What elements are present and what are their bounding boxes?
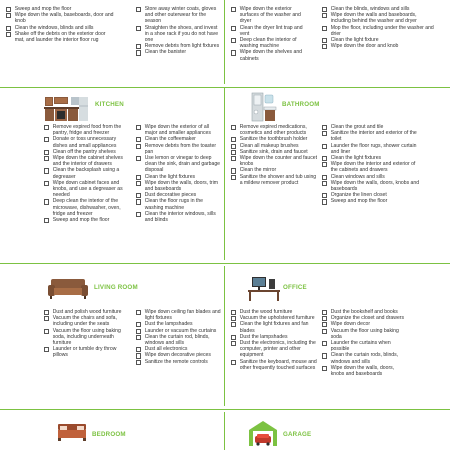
checkbox[interactable] xyxy=(231,360,236,365)
checkbox[interactable] xyxy=(231,150,236,155)
bedroom-garage-divider xyxy=(224,412,225,450)
top-left-item xyxy=(136,49,222,55)
office-item-label: Wipe down the walls, doors, knobs and baseboards xyxy=(330,364,395,378)
bathroom-item-label: Clean all makeup brushes xyxy=(239,142,299,149)
bathroom-item-label: Launder the floor rugs, shower curtain and liner xyxy=(330,142,417,155)
bathroom-item xyxy=(322,161,420,173)
top-right-item-label: Wipe down the shelves and cabinets xyxy=(239,49,302,62)
top-right-item xyxy=(231,49,311,61)
checkbox[interactable] xyxy=(322,38,327,43)
office-item-label: Vacuum the upholstered furniture xyxy=(239,315,315,322)
kitchen-item-label: Clean the coffeemaker xyxy=(144,136,196,143)
top-right-item-label: Wipe down the door and knob xyxy=(330,43,399,50)
top-right-item xyxy=(231,37,311,49)
bathroom-item-label: Clean windows and sills xyxy=(330,173,385,180)
living-room-item xyxy=(44,315,130,327)
checkbox[interactable] xyxy=(136,212,141,217)
top-right-item-label: Clean the blinds, windows and sills xyxy=(330,6,410,12)
checkbox[interactable] xyxy=(44,310,49,315)
checkbox[interactable] xyxy=(136,310,141,315)
checkbox[interactable] xyxy=(231,50,236,55)
kitchen-item-label: Wipe down the exterior of all major and smaller appliances xyxy=(144,124,211,137)
top-left-item xyxy=(136,6,222,25)
kitchen-item xyxy=(136,180,222,192)
checkbox[interactable] xyxy=(136,199,141,204)
checkbox[interactable] xyxy=(136,360,141,365)
checkbox[interactable] xyxy=(322,131,327,136)
checkbox[interactable] xyxy=(322,13,327,18)
top-right-item-label: Clean the dryer lint trap and vent xyxy=(239,24,303,37)
living-section-divider xyxy=(0,409,450,410)
checkbox[interactable] xyxy=(44,329,49,334)
kitchen-item xyxy=(44,136,132,148)
living-room-item-label: Dust and polish wood furniture xyxy=(52,309,122,315)
living-room-item-label: Vacuum the chairs and sofa, including under the seats xyxy=(52,315,117,328)
bathroom-item-label: Sanitize the toothbrush holder xyxy=(239,136,308,143)
bathroom-item-label: Sanitize sink, drain and faucet xyxy=(239,148,308,155)
top-left-item-label: Remove debris from light fixtures xyxy=(144,43,220,50)
living-room-item xyxy=(44,346,130,358)
kitchen-item xyxy=(44,155,132,167)
checkbox[interactable] xyxy=(44,199,49,204)
office-title: OFFICE xyxy=(283,284,307,291)
kitchen-item-label: Deep clean the interior of the microwave, dishwasher, oven, fridge and freezer xyxy=(52,198,121,217)
bedroom-title: BEDROOM xyxy=(92,431,126,438)
checkbox[interactable] xyxy=(231,156,236,161)
top-right-item xyxy=(322,25,434,37)
top-right-item xyxy=(231,6,311,25)
checkbox[interactable] xyxy=(44,168,49,173)
office-item xyxy=(322,328,408,340)
checkbox[interactable] xyxy=(44,347,49,352)
bathroom-item xyxy=(322,143,420,155)
checkbox[interactable] xyxy=(136,175,141,180)
checkbox[interactable] xyxy=(322,175,327,180)
kitchen-item-label: Clean the light fixtures xyxy=(144,173,196,180)
living-room-item-label: Launder or vacuum the curtains xyxy=(144,327,217,334)
kitchen-item xyxy=(136,155,222,174)
living-room-item-label: Wipe down decorative pieces xyxy=(144,352,211,359)
checkbox[interactable] xyxy=(322,26,327,31)
checkbox[interactable] xyxy=(322,193,327,198)
office-item xyxy=(231,359,317,371)
checkbox[interactable] xyxy=(136,181,141,186)
checkbox[interactable] xyxy=(322,316,327,321)
kitchen-item xyxy=(44,217,132,223)
top-right-item-label: Deep clean the interior of washing machine xyxy=(239,37,297,50)
top-section-divider xyxy=(0,87,450,88)
bathroom-col1 xyxy=(231,124,317,186)
office-item-label: Dust the lampshades xyxy=(239,333,288,340)
checkbox[interactable] xyxy=(322,366,327,371)
top-left-item xyxy=(6,31,116,43)
kitchen-item xyxy=(44,167,132,179)
office-item-label: Organize the closet and drawers xyxy=(330,315,405,322)
sofa-icon xyxy=(47,278,89,300)
office-item-label: Sanitize the keyboard, mouse and other frequently touched surfaces xyxy=(239,358,317,371)
checkbox[interactable] xyxy=(231,26,236,31)
bathroom-item xyxy=(322,198,420,204)
top-left-item-label: Straighten the shoes, and invest in a shoe rack if you do not have one xyxy=(144,24,219,44)
living-room-item-label: Wipe down ceiling fan blades and light fixtures xyxy=(144,309,221,322)
checkbox[interactable] xyxy=(136,322,141,327)
office-item-label: Dust the wood furniture xyxy=(239,309,293,315)
bathroom-item-label: Clean the light fixtures xyxy=(330,155,382,162)
office-item-label: Clean the curtain rods, blinds, windows and sills xyxy=(330,352,399,365)
office-item-label: Dust the bookshelf and books xyxy=(330,309,398,315)
office-item xyxy=(231,321,317,333)
office-col1 xyxy=(231,309,317,371)
checkbox[interactable] xyxy=(231,38,236,43)
kitchen-item-label: Wipe down the cabinet shelves and the interior of drawers xyxy=(52,155,123,168)
checkbox[interactable] xyxy=(231,144,236,149)
top-left-item-label: Wipe down the walls, baseboards, door and knob xyxy=(14,12,114,25)
checkbox[interactable] xyxy=(231,310,236,315)
kitchen-item-label: Clean the backsplash using a degreaser xyxy=(52,167,120,180)
bathroom-item xyxy=(231,155,317,167)
bathroom-item-label: Organize the linen closet xyxy=(330,192,387,199)
kitchen-icon xyxy=(44,95,89,122)
checkbox[interactable] xyxy=(231,125,236,130)
bathroom-item-label: Sweep and mop the floor xyxy=(330,198,388,205)
kitchen-item-label: Wipe down cabinet faces and knobs, and use a degreaser as needed xyxy=(52,179,123,199)
living-office-divider xyxy=(224,266,225,406)
checkbox[interactable] xyxy=(322,341,327,346)
kitchen-col1 xyxy=(44,124,132,223)
living-room-item-label: Sanitize the remote controls xyxy=(144,358,208,365)
bathroom-item-label: Wipe down the counter and faucet knobs xyxy=(239,155,317,168)
top-right-item-label: Clean the light fixture xyxy=(330,37,379,44)
kitchen-item-label: Remove expired food from the pantry, fridge and freezer xyxy=(52,124,122,137)
checkbox[interactable] xyxy=(322,7,327,12)
top-left-item-label: Sweep and mop the floor xyxy=(14,6,72,12)
top-right-item-label: Mop the floor, including under the washer and drier xyxy=(330,24,434,37)
checkbox[interactable] xyxy=(44,137,49,142)
kitchen-section-divider xyxy=(0,263,450,264)
checkbox[interactable] xyxy=(136,353,141,358)
checkbox[interactable] xyxy=(136,44,141,49)
office-item xyxy=(322,365,408,377)
top-left-item xyxy=(136,25,222,44)
top-right-item-label: Wipe down the walls and baseboards, including behind the washer and dryer xyxy=(330,12,417,25)
living-room-item-label: Dust the lampshades xyxy=(144,321,193,328)
bathroom-item xyxy=(322,180,420,192)
top-left-item-label: Clean the windows, blinds and sills xyxy=(14,24,94,31)
checkbox[interactable] xyxy=(322,353,327,358)
checkbox[interactable] xyxy=(231,341,236,346)
living-room-item xyxy=(136,334,222,346)
bathroom-item-label: Sanitize the interior and exterior of the toilet xyxy=(330,130,417,143)
checkbox[interactable] xyxy=(231,175,236,180)
checkbox[interactable] xyxy=(6,32,11,37)
kitchen-item-label: Sweep and mop the floor xyxy=(52,217,110,224)
bathroom-title: BATHROOM xyxy=(282,101,320,108)
kitchen-item xyxy=(136,124,222,136)
kitchen-item-label: Clean the interior windows, sills and blinds xyxy=(144,210,216,224)
checkbox[interactable] xyxy=(136,193,141,198)
top-left-col1 xyxy=(6,6,116,43)
checkbox[interactable] xyxy=(44,316,49,321)
office-item-label: Clean the light fixtures and fan blades xyxy=(239,321,309,334)
kitchen-item xyxy=(44,180,132,199)
bathroom-item xyxy=(231,174,317,186)
top-right-item xyxy=(322,43,434,49)
office-item-label: Dust the electronics, including the computer, printer and other equipment xyxy=(239,340,316,359)
checkbox[interactable] xyxy=(6,26,11,31)
desk-icon xyxy=(248,274,280,302)
checkbox[interactable] xyxy=(136,347,141,352)
top-left-item-label: Shake off the debris on the exterior door mat, and launder the interior floor rug xyxy=(14,30,106,44)
checkbox[interactable] xyxy=(136,156,141,161)
bathroom-item-label: Clean the grout and tile xyxy=(330,124,384,130)
kitchen-item xyxy=(136,198,222,210)
top-right-col2 xyxy=(322,6,434,49)
kitchen-title: KITCHEN xyxy=(95,101,124,108)
checkbox[interactable] xyxy=(231,316,236,321)
kitchen-item-label: Use lemon or vinegar to deep clean the sink, drain and garbage disposal xyxy=(144,155,221,174)
kitchen-item xyxy=(44,124,132,136)
kitchen-col2 xyxy=(136,124,222,223)
checkbox[interactable] xyxy=(136,26,141,31)
living-room-item xyxy=(136,359,222,365)
living-room-item-label: Launder or tumble dry throw pillows xyxy=(52,346,117,359)
bathroom-item-label: Wipe down the interior and exterior of the cabinets and drawers xyxy=(330,161,416,174)
living-room-col2 xyxy=(136,309,222,365)
top-right-col1 xyxy=(231,6,311,62)
top-right-item-label: Wipe down the exterior surfaces of the washer and dryer xyxy=(239,6,301,25)
checkbox[interactable] xyxy=(6,7,11,12)
checkbox[interactable] xyxy=(322,125,327,130)
office-item-label: Wipe down decor xyxy=(330,321,371,328)
kitchen-item-label: Clean off the pantry shelves xyxy=(52,148,116,155)
checkbox[interactable] xyxy=(136,144,141,149)
living-room-item-label: Clean the curtain rod, blinds, windows and sills xyxy=(144,333,210,347)
checkbox[interactable] xyxy=(136,335,141,340)
bathroom-icon xyxy=(250,92,278,122)
checkbox[interactable] xyxy=(231,7,236,12)
checkbox[interactable] xyxy=(44,181,49,186)
checkbox[interactable] xyxy=(231,335,236,340)
office-col2 xyxy=(322,309,408,377)
checkbox[interactable] xyxy=(231,168,236,173)
checkbox[interactable] xyxy=(322,310,327,315)
top-left-item-label: Store away winter coats, gloves and other outerwear for the season xyxy=(144,6,217,25)
garage-icon xyxy=(248,420,278,447)
checkbox[interactable] xyxy=(44,156,49,161)
checkbox[interactable] xyxy=(136,137,141,142)
checkbox[interactable] xyxy=(322,44,327,49)
checkbox[interactable] xyxy=(231,322,236,327)
kitchen-item-label: Donate or toss unnecessary dishes and small appliances xyxy=(52,136,117,149)
living-room-item xyxy=(136,309,222,321)
checkbox[interactable] xyxy=(136,329,141,334)
living-room-item xyxy=(44,328,130,347)
checkbox[interactable] xyxy=(44,150,49,155)
checkbox[interactable] xyxy=(322,162,327,167)
top-right-item xyxy=(231,25,311,37)
office-item-label: Vacuum the floor using baking soda xyxy=(330,327,399,340)
living-room-item-label: Vacuum the floor using baking soda, including underneath furniture xyxy=(52,327,121,347)
bathroom-item xyxy=(322,130,420,142)
checkbox[interactable] xyxy=(44,125,49,130)
kitchen-item-label: Wipe down the walls, doors, trim and baseboards xyxy=(144,179,219,193)
bathroom-item-label: Clean the mirror xyxy=(239,167,277,174)
kitchen-item xyxy=(136,211,222,223)
checkbox[interactable] xyxy=(322,144,327,149)
kitchen-item-label: Dust decorative pieces xyxy=(144,192,197,199)
checkbox[interactable] xyxy=(44,218,49,223)
checkbox[interactable] xyxy=(322,181,327,186)
office-item-label: Launder the curtains when possible xyxy=(330,340,391,353)
bed-icon xyxy=(57,423,87,441)
top-left-item xyxy=(6,12,116,24)
bathroom-col2 xyxy=(322,124,420,205)
kitchen-item-label: Remove debris from the toaster pan xyxy=(144,142,217,155)
bathroom-item xyxy=(231,124,317,136)
checkbox[interactable] xyxy=(322,322,327,327)
living-room-col1 xyxy=(44,309,130,359)
checkbox[interactable] xyxy=(322,156,327,161)
top-right-item xyxy=(322,12,434,24)
top-left-item-label: Clean the banister xyxy=(144,49,187,56)
checkbox[interactable] xyxy=(136,50,141,55)
office-item xyxy=(231,340,317,359)
living-room-item-label: Dust all electronics xyxy=(144,346,188,353)
living-room-title: LIVING ROOM xyxy=(94,284,138,291)
office-item xyxy=(322,340,408,352)
checkbox[interactable] xyxy=(136,7,141,12)
top-left-col2 xyxy=(136,6,222,56)
kitchen-item xyxy=(44,198,132,217)
top-divider xyxy=(224,0,225,84)
checkbox[interactable] xyxy=(322,329,327,334)
checkbox[interactable] xyxy=(231,137,236,142)
garage-title: GARAGE xyxy=(283,431,312,438)
bathroom-item-label: Wipe down the walls, doors, knobs and baseboards xyxy=(330,179,420,193)
kitchen-item-label: Clean the floor rugs in the washing machine xyxy=(144,198,204,211)
kitchen-item xyxy=(136,143,222,155)
bathroom-item-label: Sanitize the shower and tub using a mildew remover product xyxy=(239,173,317,186)
checkbox[interactable] xyxy=(322,199,327,204)
checkbox[interactable] xyxy=(136,125,141,130)
checkbox[interactable] xyxy=(6,13,11,18)
office-item xyxy=(322,352,408,364)
kitchen-bath-divider xyxy=(224,88,225,260)
bathroom-item-label: Remove expired medications, cosmetics and other products xyxy=(239,124,307,137)
